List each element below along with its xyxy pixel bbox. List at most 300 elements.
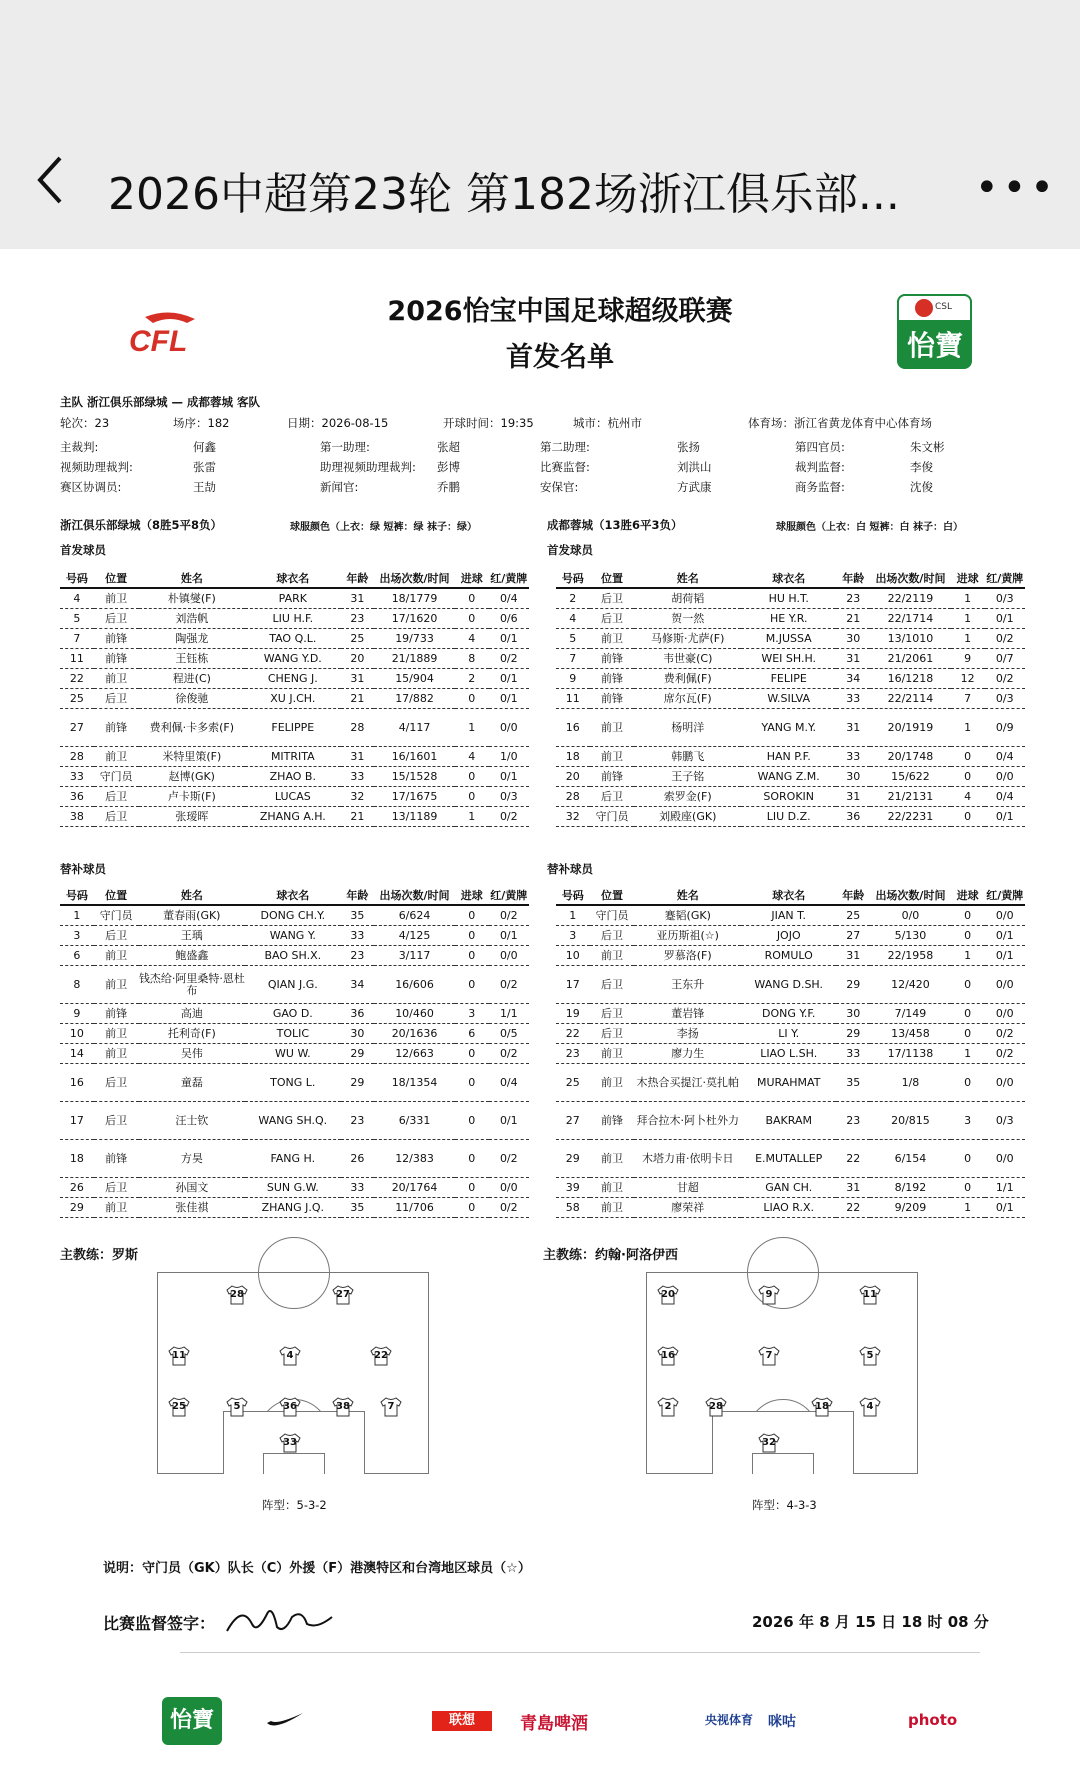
away-cell: 13/1010	[870, 629, 951, 649]
home-team-name: 浙江俱乐部绿城（8胜5平8负）	[60, 518, 223, 532]
home-cell: 0	[455, 767, 489, 787]
away-cell: 1	[951, 629, 985, 649]
table-row	[60, 609, 1025, 629]
home-cell: 8	[60, 966, 94, 1004]
home-cell: 0/1	[489, 767, 529, 787]
away-cell: 前卫	[590, 709, 635, 747]
home-cell: 0	[455, 1140, 489, 1178]
home-cell: 2	[455, 669, 489, 689]
official-role: 第一助理:	[320, 440, 370, 454]
home-cell: 0/1	[489, 629, 529, 649]
home-cell: 17	[60, 1102, 94, 1140]
away-cell: 0	[951, 767, 985, 787]
away-cell: 1	[951, 609, 985, 629]
home-cell: 1	[60, 905, 94, 926]
away-cell: 9/209	[870, 1198, 951, 1218]
away-cell: 4	[951, 787, 985, 807]
away-cell: 22/2231	[870, 807, 951, 827]
home-cell: 6	[455, 1024, 489, 1044]
away-cell: 22/1714	[870, 609, 951, 629]
home-cell: 0	[455, 946, 489, 966]
home-cell: 程进(C)	[139, 669, 246, 689]
column-header: 进球	[951, 569, 985, 588]
away-cell: MURAHMAT	[741, 1064, 836, 1102]
away-cell: 4	[556, 609, 590, 629]
away-cell: 7	[556, 649, 590, 669]
away-cell: 22	[556, 1024, 590, 1044]
sponsor-logo-tsingtao: 青島啤酒	[520, 1714, 588, 1734]
official-role: 第二助理:	[540, 440, 590, 454]
home-cell: 1	[455, 709, 489, 747]
home-cell: 0/0	[489, 709, 529, 747]
gap	[529, 767, 556, 787]
home-cell: 16/606	[374, 966, 455, 1004]
home-cell: 后卫	[94, 787, 139, 807]
away-cell: 甘超	[634, 1178, 741, 1198]
away-cell: 8/192	[870, 1178, 951, 1198]
column-header: 进球	[455, 569, 489, 588]
away-cell: 22/2119	[870, 588, 951, 609]
away-cell: 33	[836, 747, 870, 767]
away-cell: 1/8	[870, 1064, 951, 1102]
away-cell: HE Y.R.	[741, 609, 836, 629]
table-row	[60, 767, 1025, 787]
table-row	[60, 669, 1025, 689]
home-cell: 卢卡斯(F)	[139, 787, 246, 807]
home-cell: TONG L.	[245, 1064, 340, 1102]
home-cell: 钱杰给·阿里桑特·恩杜布	[139, 966, 246, 1004]
table-row	[60, 689, 1025, 709]
gap	[529, 1004, 556, 1024]
away-cell: 0/4	[985, 787, 1026, 807]
home-subs-label: 替补球员	[60, 862, 106, 876]
away-cell: 31	[836, 787, 870, 807]
official-name: 张扬	[677, 440, 700, 454]
away-cell: 1	[951, 709, 985, 747]
home-cell: 14	[60, 1044, 94, 1064]
lineup-document	[0, 249, 1080, 1776]
away-cell: LIAO R.X.	[741, 1198, 836, 1218]
official-name: 朱文彬	[910, 440, 945, 454]
away-cell: 0/0	[985, 1064, 1026, 1102]
away-cell: 0/0	[985, 1140, 1026, 1178]
column-header: 位置	[590, 569, 635, 588]
away-cell: 前卫	[590, 946, 635, 966]
home-cell: 32	[341, 787, 375, 807]
home-cell: 18/1354	[374, 1064, 455, 1102]
column-header: 出场次数/时间	[374, 886, 455, 905]
sponsor-logo-cctv: 央视体育	[705, 1713, 754, 1727]
home-cell: 3	[60, 926, 94, 946]
home-cell: 守门员	[94, 905, 139, 926]
home-cell: 12/383	[374, 1140, 455, 1178]
away-cell: 9	[951, 649, 985, 669]
home-cell: 王瑀	[139, 926, 246, 946]
away-cell: JOJO	[741, 926, 836, 946]
player-shirt-icon: 4	[279, 1346, 301, 1366]
player-shirt-icon: 16	[657, 1346, 679, 1366]
away-cell: 前锋	[590, 669, 635, 689]
column-header: 红/黄牌	[985, 886, 1026, 905]
home-cell: GAO D.	[245, 1004, 340, 1024]
home-cell: 4/117	[374, 709, 455, 747]
away-cell: 20/1748	[870, 747, 951, 767]
away-cell: 5	[556, 629, 590, 649]
home-cell: TOLIC	[245, 1024, 340, 1044]
gap	[529, 629, 556, 649]
home-formation: 阵型：5-3-2	[262, 1498, 327, 1512]
away-cell: 0/3	[985, 588, 1026, 609]
home-cell: 后卫	[94, 609, 139, 629]
away-cell: 前卫	[590, 747, 635, 767]
home-cell: 0/0	[489, 1178, 529, 1198]
home-cell: 19/733	[374, 629, 455, 649]
home-cell: 1/0	[489, 747, 529, 767]
table-row	[60, 1198, 1025, 1218]
away-cell: 董岩锋	[634, 1004, 741, 1024]
away-cell: 0/0	[985, 966, 1026, 1004]
away-cell: 0/3	[985, 1102, 1026, 1140]
away-cell: 25	[836, 905, 870, 926]
column-header: 进球	[455, 886, 489, 905]
column-header: 号码	[60, 886, 94, 905]
away-cell: 杨明洋	[634, 709, 741, 747]
away-cell: 29	[836, 966, 870, 1004]
official-name: 沈俊	[910, 480, 933, 494]
home-cell: 20/1636	[374, 1024, 455, 1044]
back-button[interactable]	[30, 150, 90, 220]
home-cell: 0	[455, 905, 489, 926]
home-cell: 35	[341, 905, 375, 926]
home-cell: 后卫	[94, 926, 139, 946]
away-cell: 索罗金(F)	[634, 787, 741, 807]
away-cell: 22	[836, 1140, 870, 1178]
player-shirt-icon: 20	[657, 1285, 679, 1305]
player-shirt-icon: 22	[370, 1346, 392, 1366]
official-role: 新闻官:	[320, 480, 359, 494]
away-cell: 马修斯·尤萨(F)	[634, 629, 741, 649]
away-cell: 31	[836, 709, 870, 747]
home-cell: 鲍盛鑫	[139, 946, 246, 966]
home-cell: 前卫	[94, 946, 139, 966]
home-cell: ZHANG J.Q.	[245, 1198, 340, 1218]
home-cell: 15/904	[374, 669, 455, 689]
home-cell: 后卫	[94, 689, 139, 709]
away-cell: 7/149	[870, 1004, 951, 1024]
away-cell: 22	[836, 1198, 870, 1218]
away-formation-pitch	[646, 1272, 918, 1474]
home-cell: 31	[341, 588, 375, 609]
sponsor-logo-migu: 咪咕	[768, 1714, 796, 1730]
away-cell: 王东升	[634, 966, 741, 1004]
home-cell: 36	[341, 1004, 375, 1024]
home-cell: 25	[60, 689, 94, 709]
away-cell: 0/3	[985, 689, 1026, 709]
more-options-button[interactable]: •••	[975, 165, 1058, 211]
home-cell: 27	[60, 709, 94, 747]
home-cell: 11	[60, 649, 94, 669]
home-cell: 4	[60, 588, 94, 609]
away-cell: 22/1958	[870, 946, 951, 966]
away-cell: WANG Z.M.	[741, 767, 836, 787]
subs-table	[60, 886, 1025, 1218]
away-cell: 0/1	[985, 807, 1026, 827]
table-row	[60, 747, 1025, 767]
away-cell: 前锋	[590, 649, 635, 669]
player-shirt-icon: 25	[168, 1397, 190, 1417]
away-cell: 20	[556, 767, 590, 787]
away-cell: 58	[556, 1198, 590, 1218]
away-cell: 前卫	[590, 1178, 635, 1198]
away-cell: 廖力生	[634, 1044, 741, 1064]
home-cell: 33	[60, 767, 94, 787]
home-cell: 0/2	[489, 807, 529, 827]
home-cell: 4	[455, 629, 489, 649]
player-shirt-icon: 18	[811, 1397, 833, 1417]
home-cell: 0/2	[489, 649, 529, 669]
home-cell: 21	[341, 689, 375, 709]
home-cell: 刘浩帆	[139, 609, 246, 629]
player-shirt-icon: 9	[758, 1285, 780, 1305]
home-cell: TAO Q.L.	[245, 629, 340, 649]
home-cell: LIU H.F.	[245, 609, 340, 629]
away-cell: 0/0	[985, 1004, 1026, 1024]
home-cell: FANG H.	[245, 1140, 340, 1178]
away-cell: LIAO L.SH.	[741, 1044, 836, 1064]
away-cell: 1	[951, 946, 985, 966]
sign-time: 2026 年 8 月 15 日 18 时 08 分	[752, 1613, 989, 1631]
table-row	[60, 1004, 1025, 1024]
away-cell: 25	[556, 1064, 590, 1102]
home-cell: LUCAS	[245, 787, 340, 807]
home-cell: 28	[60, 747, 94, 767]
away-cell: 0	[951, 1024, 985, 1044]
home-cell: 20/1764	[374, 1178, 455, 1198]
column-header: 球衣名	[741, 569, 836, 588]
away-cell: LI Y.	[741, 1024, 836, 1044]
away-cell: 木热合买提江·莫扎帕	[634, 1064, 741, 1102]
away-cell: 17/1138	[870, 1044, 951, 1064]
home-cell: 18/1779	[374, 588, 455, 609]
gap	[529, 569, 556, 588]
away-cell: 0/7	[985, 649, 1026, 669]
home-cell: 10	[60, 1024, 94, 1044]
home-cell: 0	[455, 588, 489, 609]
home-cell: 费利佩·卡多索(F)	[139, 709, 246, 747]
home-cell: 28	[341, 709, 375, 747]
home-cell: 前锋	[94, 709, 139, 747]
home-cell: PARK	[245, 588, 340, 609]
away-cell: 23	[836, 588, 870, 609]
away-cell: 29	[556, 1140, 590, 1178]
home-cell: 10/460	[374, 1004, 455, 1024]
csl-logo: CSL 怡寶	[897, 294, 972, 369]
away-cell: 23	[556, 1044, 590, 1064]
home-cell: 前卫	[94, 1198, 139, 1218]
home-cell: 38	[60, 807, 94, 827]
away-cell: 2	[556, 588, 590, 609]
away-coach: 主教练：约翰·阿洛伊西	[543, 1248, 678, 1263]
away-cell: 蹇韬(GK)	[634, 905, 741, 926]
column-header: 出场次数/时间	[374, 569, 455, 588]
gap	[529, 1102, 556, 1140]
table-row	[60, 588, 1025, 609]
away-cell: 3	[556, 926, 590, 946]
column-header: 年龄	[341, 886, 375, 905]
cfl-logo	[125, 307, 220, 357]
away-cell: 0/1	[985, 1198, 1026, 1218]
away-cell: 27	[556, 1102, 590, 1140]
away-cell: 1/1	[985, 1178, 1026, 1198]
home-cell: WU W.	[245, 1044, 340, 1064]
away-cell: 12	[951, 669, 985, 689]
sponsor-logo-photo: photo	[908, 1711, 958, 1729]
player-shirt-icon: 28	[226, 1285, 248, 1305]
away-cell: 0/0	[985, 905, 1026, 926]
away-cell: 李扬	[634, 1024, 741, 1044]
home-cell: 22	[60, 669, 94, 689]
column-header: 位置	[94, 886, 139, 905]
column-header: 出场次数/时间	[870, 886, 951, 905]
home-cell: 18	[60, 1140, 94, 1178]
away-cell: 11	[556, 689, 590, 709]
home-cell: 0	[455, 926, 489, 946]
column-header: 姓名	[139, 569, 246, 588]
home-cell: 16	[60, 1064, 94, 1102]
legend-note: 说明：守门员（GK）队长（C）外援（F）港澳特区和台湾地区球员（☆）	[103, 1561, 531, 1576]
home-cell: CHENG J.	[245, 669, 340, 689]
home-cell: 5	[60, 609, 94, 629]
player-shirt-icon: 4	[859, 1397, 881, 1417]
away-cell: 前锋	[590, 689, 635, 709]
home-cell: WANG Y.	[245, 926, 340, 946]
official-role: 视频助理裁判:	[60, 460, 133, 474]
away-cell: 32	[556, 807, 590, 827]
away-cell: GAN CH.	[741, 1178, 836, 1198]
home-cell: 7	[60, 629, 94, 649]
away-cell: 刘殿座(GK)	[634, 807, 741, 827]
player-shirt-icon: 11	[168, 1346, 190, 1366]
column-header: 球衣名	[245, 569, 340, 588]
away-cell: FELIPE	[741, 669, 836, 689]
away-cell: 守门员	[590, 905, 635, 926]
round: 轮次：23	[60, 416, 110, 430]
home-cell: 0/0	[489, 946, 529, 966]
home-cell: 33	[341, 1178, 375, 1198]
home-cell: 0/2	[489, 1140, 529, 1178]
home-cell: MITRITA	[245, 747, 340, 767]
home-cell: ZHANG A.H.	[245, 807, 340, 827]
away-cell: 前卫	[590, 1198, 635, 1218]
player-shirt-icon: 5	[226, 1397, 248, 1417]
column-header: 红/黄牌	[489, 569, 529, 588]
home-cell: 17/1620	[374, 609, 455, 629]
player-shirt-icon: 7	[380, 1397, 402, 1417]
table-row	[60, 966, 1025, 1004]
home-cell: 13/1189	[374, 807, 455, 827]
home-cell: 0	[455, 1102, 489, 1140]
sponsor-logo-yibao: 怡寶	[162, 1697, 222, 1745]
home-cell: 0/2	[489, 905, 529, 926]
away-cell: JIAN T.	[741, 905, 836, 926]
home-cell: 21/1889	[374, 649, 455, 669]
away-cell: 20/815	[870, 1102, 951, 1140]
away-cell: 后卫	[590, 609, 635, 629]
home-cell: DONG CH.Y.	[245, 905, 340, 926]
away-cell: 12/420	[870, 966, 951, 1004]
home-cell: 米特里策(F)	[139, 747, 246, 767]
away-cell: 21/2131	[870, 787, 951, 807]
column-header: 位置	[590, 886, 635, 905]
official-role: 赛区协调员:	[60, 480, 122, 494]
away-cell: 18	[556, 747, 590, 767]
home-formation-pitch	[157, 1272, 429, 1474]
home-cell: 29	[341, 1044, 375, 1064]
away-cell: 1	[951, 1198, 985, 1218]
top-bar	[0, 0, 1080, 249]
away-cell: SOROKIN	[741, 787, 836, 807]
home-cell: 前卫	[94, 669, 139, 689]
home-cell: 高迪	[139, 1004, 246, 1024]
away-cell: 0/0	[870, 905, 951, 926]
home-cell: 王钰栋	[139, 649, 246, 669]
away-cell: 17	[556, 966, 590, 1004]
away-cell: 0/2	[985, 669, 1026, 689]
home-cell: 26	[60, 1178, 94, 1198]
away-cell: 31	[836, 946, 870, 966]
gap	[529, 1044, 556, 1064]
away-cell: 前卫	[590, 1044, 635, 1064]
away-cell: 后卫	[590, 966, 635, 1004]
away-cell: 后卫	[590, 1004, 635, 1024]
table-row	[60, 709, 1025, 747]
column-header: 号码	[556, 886, 590, 905]
away-cell: 16/1218	[870, 669, 951, 689]
column-header: 姓名	[634, 569, 741, 588]
home-cell: 0/2	[489, 966, 529, 1004]
gap	[529, 747, 556, 767]
home-cell: 8	[455, 649, 489, 669]
home-cell: 1	[455, 807, 489, 827]
home-cell: 前卫	[94, 747, 139, 767]
player-shirt-icon: 5	[859, 1346, 881, 1366]
home-cell: 29	[60, 1198, 94, 1218]
home-cell: 前锋	[94, 649, 139, 669]
home-cell: 16/1601	[374, 747, 455, 767]
home-cell: 前卫	[94, 588, 139, 609]
away-subs-label: 替补球员	[547, 862, 593, 876]
gap	[529, 649, 556, 669]
away-cell: 1	[556, 905, 590, 926]
away-cell: 0	[951, 807, 985, 827]
away-cell: 拜合拉木·阿卜杜外力	[634, 1102, 741, 1140]
page-title: 2026中超第23轮 第182场浙江俱乐部...	[108, 169, 900, 220]
match-teams: 主队 浙江俱乐部绿城 — 成都蓉城 客队	[60, 395, 261, 409]
away-cell: 21/2061	[870, 649, 951, 669]
home-cell: 0	[455, 1198, 489, 1218]
home-cell: 23	[341, 946, 375, 966]
away-formation: 阵型：4-3-3	[752, 1498, 817, 1512]
away-cell: 后卫	[590, 1024, 635, 1044]
away-cell: 9	[556, 669, 590, 689]
away-cell: 前锋	[590, 1102, 635, 1140]
away-cell: 22/2114	[870, 689, 951, 709]
home-cell: WANG Y.D.	[245, 649, 340, 669]
away-cell: 0/0	[985, 767, 1026, 787]
away-cell: 33	[836, 689, 870, 709]
home-cell: 赵博(GK)	[139, 767, 246, 787]
signature-label: 比赛监督签字：	[103, 1614, 216, 1633]
